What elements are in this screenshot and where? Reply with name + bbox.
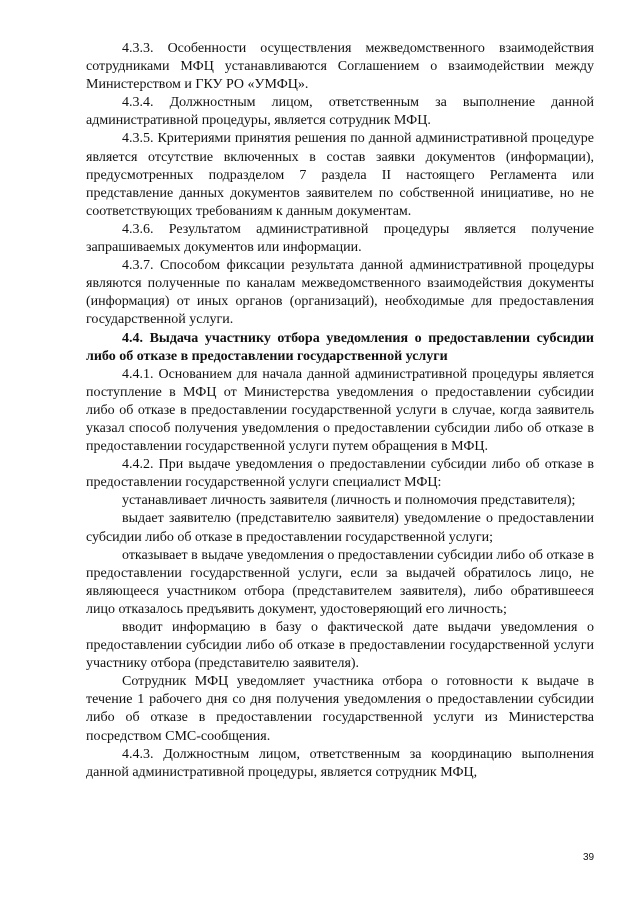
paragraph-4-3-3: 4.3.3. Особенности осуществления межведомственного взаимодействия сотрудниками МФЦ устанавливаются Соглашением о взаимодействии между Министерством и ГКУ РО «УМФЦ». [86, 41, 594, 93]
paragraph-4-4-3: 4.4.3. Должностным лицом, ответственным за координацию выполнения данной административной процедуры, является сотрудник МФЦ, [86, 746, 594, 780]
section-heading-4-4: 4.4. Выдача участнику отбора уведомления о предоставлении субсидии либо об отказе в предоставлении государственной услуги [86, 330, 594, 364]
paragraph-4-3-6: 4.3.6. Результатом административной процедуры является получение запрашиваемых документов или информации. [86, 221, 594, 256]
paragraph-4-3-4: 4.3.4. Должностным лицом, ответственным за выполнение данной административной процедуры, является сотрудник МФЦ. [86, 95, 594, 129]
paragraph-notify: Сотрудник МФЦ уведомляет участника отбора о готовности к выдаче в течение 1 рабочего дня со дня получения уведомления о предоставлении субсидии либо об отказе в предоставлении государственной услуги из Министерства посредством СМС-сообщения. [86, 674, 594, 744]
list-item-identify: устанавливает личность заявителя (личность и полномочия представителя); [122, 493, 576, 509]
list-item-issue: выдает заявителю (представителю заявителя) уведомление о предоставлении субсидии либо об отказе в предоставлении государственной услуги; [86, 511, 594, 545]
list-item-record: вводит информацию в базу о фактической дате выдачи уведомления о предоставлении субсидии либо об отказе в предоставлении государственной услуги участнику отбора (представителю заявителя). [86, 620, 594, 672]
page-body [86, 40, 594, 782]
paragraph-4-4-2: 4.4.2. При выдаче уведомления о предоставлении субсидии либо об отказе в предоставлении государственной услуги специалист МФЦ: [86, 457, 594, 491]
list-item-refuse: отказывает в выдаче уведомления о предоставлении субсидии либо об отказе в предоставлении государственной услуги, если за выдачей обратилось лицо, не являющееся участником отбора (представителем заявителя), либо обратившееся лицо отказалось предъявить документ, удостоверяющий его личность; [86, 547, 594, 617]
paragraph-4-3-5: 4.3.5. Критериями принятия решения по данной административной процедуре является отсутствие включенных в состав заявки документов (информации), предусмотренных подразделом 7 раздела II настоящего Регламента или представление данных документов заявителем по собственной инициативе, но не соответствующих требованиям к данным документам. [86, 131, 594, 219]
paragraph-4-4-1: 4.4.1. Основанием для начала данной административной процедуры является поступление в МФЦ от Министерства уведомления о предоставлении субсидии либо об отказе в предоставлении государственной услуги в случае, когда заявитель указал способ получения уведомления о предоставлении субсидии либо об отказе в предоставлении государственной услуги путем обращения в МФЦ. [86, 366, 594, 455]
page-number: 39 [583, 852, 595, 863]
paragraph-4-3-7: 4.3.7. Способом фиксации результата данной административной процедуры являются полученные по каналам межведомственного взаимодействия документы (информация) от иных органов (организаций), необходимые для предоставления государственной услуги. [86, 258, 594, 328]
